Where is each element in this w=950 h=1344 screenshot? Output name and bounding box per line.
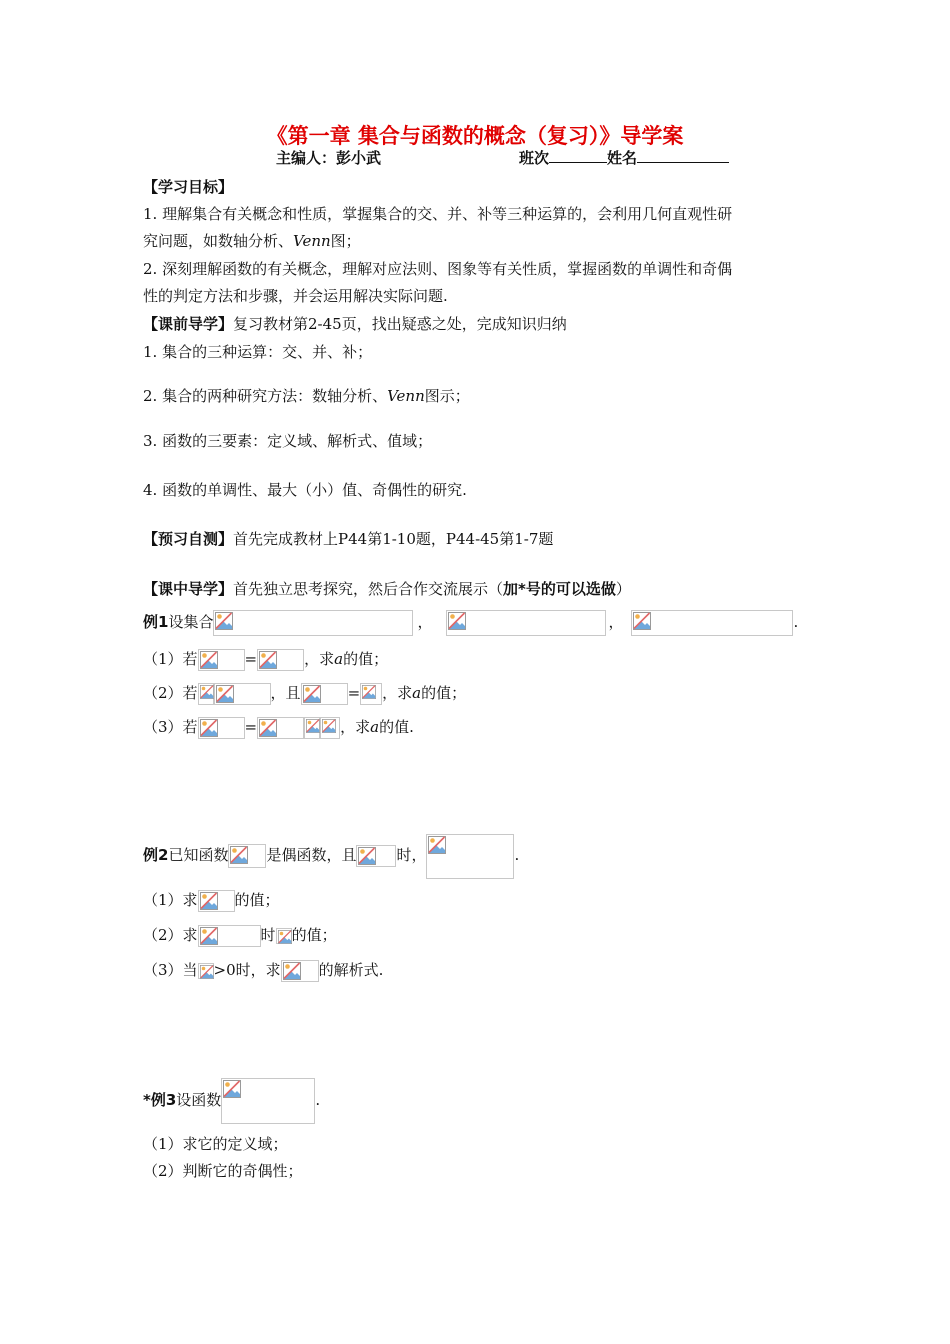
variable-a: a <box>412 684 422 702</box>
text: 究问题，如数轴分析、 <box>143 232 294 250</box>
example-2-label: 例2 <box>143 846 169 864</box>
text: （3）当 <box>143 961 198 979</box>
formula-image <box>221 1078 315 1124</box>
text: >0时，求 <box>213 961 281 979</box>
broken-image-icon <box>358 847 376 865</box>
example-3-question-2: （2）判断它的奇偶性； <box>143 1162 303 1180</box>
broken-image-icon <box>200 719 218 737</box>
text: ） <box>615 580 631 598</box>
example-3-statement <box>143 1077 320 1123</box>
text: 设集合 <box>168 613 214 631</box>
broken-image-icon <box>428 836 446 854</box>
formula-image <box>360 683 382 705</box>
inclass-heading: 【课中导学】 <box>143 580 234 598</box>
example-2-question-3 <box>143 958 383 982</box>
broken-image-icon <box>303 685 321 703</box>
preview-line <box>143 313 567 334</box>
formula-image <box>276 928 292 944</box>
broken-image-icon <box>362 685 376 699</box>
formula-image <box>320 717 340 739</box>
class-name-fields <box>519 147 729 168</box>
broken-image-icon <box>230 846 248 864</box>
example-1-question-3 <box>143 715 414 739</box>
text: （3）若 <box>143 718 198 736</box>
formula-image <box>198 717 245 739</box>
broken-image-icon <box>259 651 277 669</box>
objective-1-line-2 <box>143 230 361 251</box>
broken-image-icon <box>216 685 234 703</box>
broken-image-icon <box>223 1080 241 1098</box>
period: . <box>315 1091 321 1109</box>
example-2-question-1 <box>143 888 280 912</box>
comma: ， <box>417 613 433 631</box>
text: = <box>347 684 361 702</box>
objective-1-line-1: 1. 理解集合有关概念和性质，掌握集合的交、并、补等三种运算的，会利用几何直观性研 <box>143 205 733 223</box>
example-3-question-1: （1）求它的定义域； <box>143 1135 288 1153</box>
venn-text: Venn <box>293 232 331 250</box>
broken-image-icon <box>215 612 233 630</box>
example-1-label: 例1 <box>143 613 169 631</box>
class-label: 班次 <box>519 149 550 167</box>
broken-image-icon <box>278 930 292 944</box>
formula-image <box>214 683 271 705</box>
text: 图； <box>330 232 361 250</box>
venn-text: Venn <box>387 387 425 405</box>
text: 的值； <box>291 926 337 944</box>
text: ，求 <box>340 718 371 736</box>
formula-image <box>198 649 245 671</box>
text: 设函数 <box>176 1091 222 1109</box>
formula-image <box>198 925 261 947</box>
formula-image <box>257 649 304 671</box>
period: . <box>793 613 799 631</box>
broken-image-icon <box>283 962 301 980</box>
formula-image <box>446 610 606 636</box>
broken-image-icon <box>200 927 218 945</box>
editor-label: 主编人：彭小武 <box>276 149 382 167</box>
objective-2-line-2: 性的判定方法和步骤，并会运用解决实际问题. <box>143 287 448 305</box>
inclass-text: 首先独立思考探究，然后合作交流展示（ <box>233 580 504 598</box>
text: 的解析式. <box>318 961 384 979</box>
objectives-heading: 【学习目标】 <box>143 178 234 196</box>
broken-image-icon <box>200 685 214 699</box>
text: （2）若 <box>143 684 198 702</box>
selftest-text: 首先完成教材上P44第1-10题，P44-45第1-7题 <box>233 530 554 548</box>
text: ，求 <box>304 650 335 668</box>
example-1-question-1 <box>143 647 388 671</box>
formula-image <box>198 683 214 705</box>
comma: ， <box>608 613 624 631</box>
broken-image-icon <box>306 719 320 733</box>
text: ，且 <box>270 684 301 702</box>
formula-image <box>228 844 266 868</box>
inclass-bold-text: 加*号的可以选做 <box>503 580 616 598</box>
variable-a: a <box>334 650 344 668</box>
text: 时 <box>260 926 276 944</box>
formula-image <box>356 845 396 867</box>
preview-text: 复习教材第2-45页，找出疑惑之处，完成知识归纳 <box>233 315 567 333</box>
text: 图示； <box>424 387 470 405</box>
text: （2）求 <box>143 926 198 944</box>
formula-image <box>304 717 320 739</box>
preview-item-3: 3. 函数的三要素：定义域、解析式、值域； <box>143 432 433 450</box>
preview-item-2 <box>143 385 470 406</box>
example-3-label: *例3 <box>143 1091 177 1109</box>
text: 2. 集合的两种研究方法：数轴分析、 <box>143 387 388 405</box>
formula-image <box>426 834 514 879</box>
formula-image <box>301 683 348 705</box>
formula-image <box>198 890 235 912</box>
objective-2-line-1: 2. 深刻理解函数的有关概念，理解对应法则、图象等有关性质，掌握函数的单调性和奇偶 <box>143 260 733 278</box>
selftest-heading: 【预习自测】 <box>143 530 234 548</box>
formula-image <box>257 717 304 739</box>
text: （1）若 <box>143 650 198 668</box>
preview-item-4: 4. 函数的单调性、最大（小）值、奇偶性的研究. <box>143 481 467 499</box>
selftest-line <box>143 528 553 549</box>
broken-image-icon <box>322 719 336 733</box>
name-blank[interactable] <box>637 162 729 163</box>
preview-item-1: 1. 集合的三种运算：交、并、补； <box>143 343 373 361</box>
formula-image <box>213 610 413 636</box>
variable-a: a <box>370 718 380 736</box>
name-label: 姓名 <box>607 149 638 167</box>
text: 已知函数 <box>168 846 229 864</box>
text: 的值. <box>379 718 414 736</box>
text: ，求 <box>382 684 413 702</box>
text: 的值； <box>421 684 467 702</box>
formula-image <box>281 960 319 982</box>
formula-image <box>631 610 793 636</box>
text: （1）求 <box>143 891 198 909</box>
example-1-statement <box>143 608 798 636</box>
text: = <box>244 718 258 736</box>
broken-image-icon <box>633 612 651 630</box>
text: = <box>244 650 258 668</box>
page-title: 《第一章 集合与函数的概念（复习）》导学案 <box>266 124 684 148</box>
text: 时， <box>396 846 427 864</box>
broken-image-icon <box>200 892 218 910</box>
formula-image <box>198 963 214 979</box>
preview-heading: 【课前导学】 <box>143 315 234 333</box>
period: . <box>514 846 520 864</box>
text: 的值； <box>234 891 280 909</box>
example-1-question-2 <box>143 681 466 705</box>
inclass-line <box>143 578 631 599</box>
example-2-question-2 <box>143 923 337 947</box>
text: 的值； <box>343 650 389 668</box>
broken-image-icon <box>448 612 466 630</box>
class-blank[interactable] <box>549 162 607 163</box>
example-2-statement <box>143 832 519 878</box>
broken-image-icon <box>200 965 214 979</box>
broken-image-icon <box>259 719 277 737</box>
broken-image-icon <box>200 651 218 669</box>
text: 是偶函数，且 <box>266 846 357 864</box>
